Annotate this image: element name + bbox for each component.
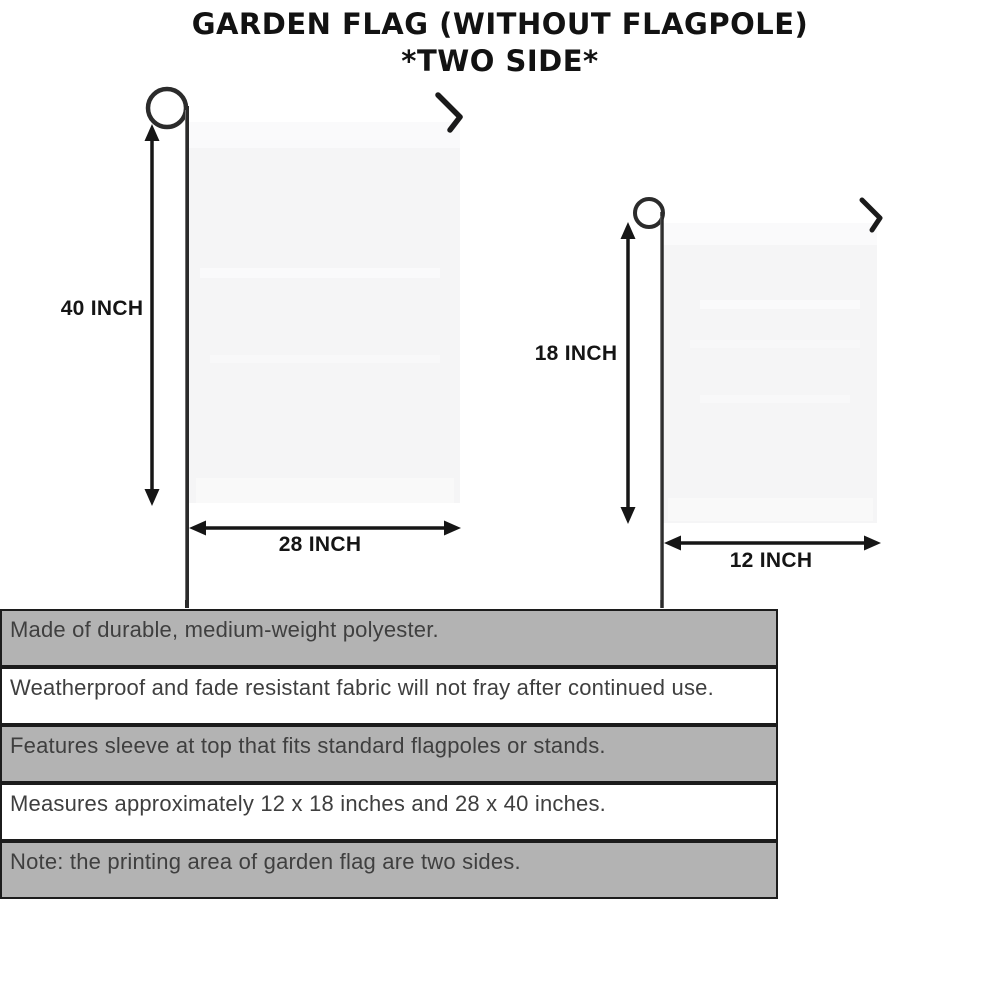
small-flag-pole [635,199,663,608]
small-flag-canvas [663,223,877,523]
feature-text: Weatherproof and fade resistant fabric will not fray after continued use. [10,675,714,700]
height-label-large: 40 INCH [60,297,144,320]
feature-row-sleeve [0,725,778,783]
large-flag-pole [148,89,187,608]
feature-row-material [0,609,778,667]
small-flag-height-arrow [621,222,636,524]
feature-row-weatherproof [0,667,778,725]
feature-row-measures [0,783,778,841]
feature-text: Features sleeve at top that fits standard flagpoles or stands. [10,733,606,758]
feature-text: Note: the printing area of garden flag are two sides. [10,849,521,874]
feature-row-note [0,841,778,899]
feature-text: Measures approximately 12 x 18 inches and 28 x 40 inches. [10,791,606,816]
small-flag-group [621,199,882,608]
features-panel [0,609,778,899]
large-flag-group [145,89,462,608]
width-label-large: 28 INCH [278,533,362,556]
width-label-small: 12 INCH [729,549,813,572]
large-flag-canvas [189,122,460,503]
page-subtitle: *TWO SIDE* [401,44,599,78]
height-label-small: 18 INCH [534,342,618,365]
feature-text: Made of durable, medium-weight polyester. [10,617,439,642]
page-title: GARDEN FLAG (WITHOUT FLAGPOLE) [191,7,809,41]
